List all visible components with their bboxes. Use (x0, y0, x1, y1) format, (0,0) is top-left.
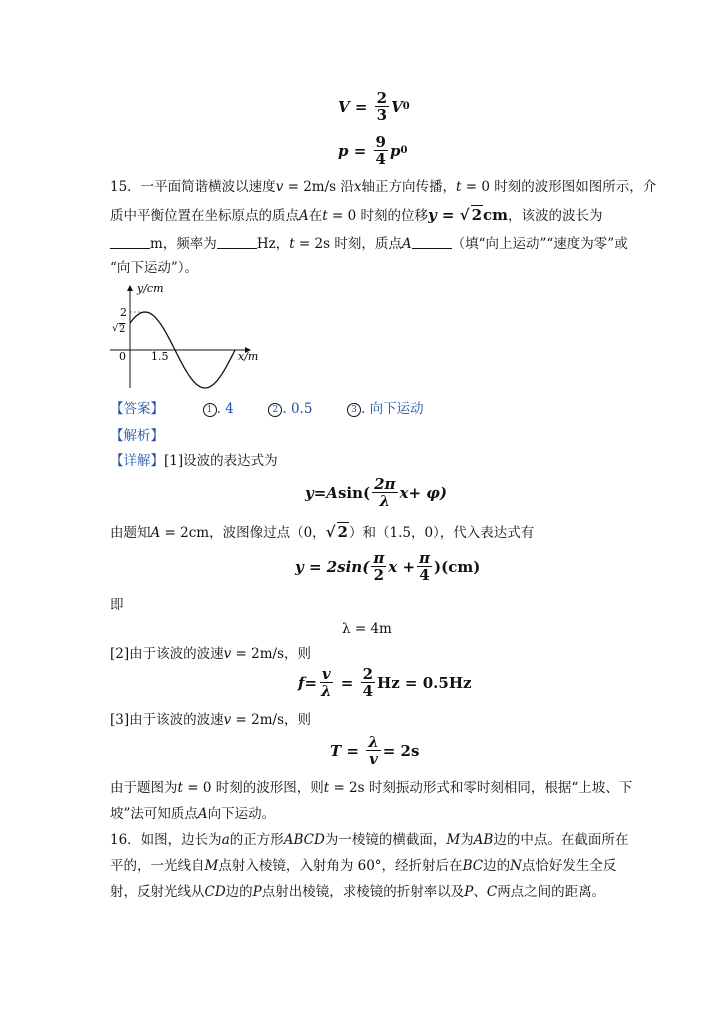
blank-motion[interactable] (412, 236, 452, 249)
q15-line-1: 15．一平面简谐横波以速度v = 2m/s 沿x轴正方向传播，t = 0 时刻的波形图如图所示，介 (110, 179, 657, 195)
q16-line-2: 平的，一光线自M点射入棱镜，入射角为 60°，经折射后在BC边的N点恰好发生全反 (110, 858, 617, 874)
q15-line-4: “向下运动”）。 (110, 260, 199, 276)
detail-line-5: [3]由于该波的波速v = 2m/s，则 (110, 712, 312, 728)
equation-wave-specific: y = 2sin( $\frac{\pi}{2}$ x + $\frac{\pi}{4}$ )(cm) (295, 549, 481, 584)
equation-volume: V = $\frac{2}{3}$ V 0 (338, 89, 410, 124)
equation-wavelength: λ = 4m (342, 621, 392, 637)
q15-line-3: m，频率为 Hz，t = 2s 时刻，质点A （填“向上运动”“速度为零”或 (110, 236, 628, 252)
answer-label: 【答案】 (110, 401, 164, 417)
q16-line-3: 射，反射光线从CD边的P点射出棱镜，求棱镜的折射率以及P、C两点之间的距离。 (110, 884, 606, 900)
origin-label: 0 (119, 350, 126, 363)
q15-line-2: 质中平衡位置在坐标原点的质点A在t = 0 时刻的位移y = √ 2cm，该波的波长为 (110, 206, 603, 224)
detail-line-3: 即 (110, 597, 124, 613)
detail-line-4: [2]由于该波的波速v = 2m/s，则 (110, 646, 312, 662)
equation-period: T = $\frac{\lambda}{v}$ = 2s (330, 733, 420, 768)
sqrt-symbol: √ (112, 323, 119, 334)
blank-frequency[interactable] (217, 236, 257, 249)
q16-line-1: 16．如图，边长为a的正方形ABCD为一棱镜的横截面，M为AB边的中点。在截面所在 (110, 832, 629, 848)
eq-p-fraction: $\frac{9}{4}$ (375, 133, 386, 168)
detail-line-1: 【详解】[1]设波的表达式为 (110, 453, 278, 469)
equation-frequency: f = $\frac{v}{\lambda}$ = $\frac{2}{4}$ Hz = 0.5Hz (298, 665, 472, 700)
eq-p-lhs: p (338, 141, 349, 160)
tick-1-5: 1.5 (151, 350, 169, 363)
eq-v-lhs: V (338, 97, 350, 116)
tick-sqrt2: 2 (119, 324, 126, 335)
equation-pressure: p = $\frac{9}{4}$ p 0 (338, 133, 408, 168)
detail-line-2: 由题知A = 2cm，波图像过点（0，√ 2）和（1.5，0），代入表达式有 (110, 523, 535, 541)
detail-line-6: 由于题图为t = 0 时刻的波形图，则t = 2s 时刻振动形式和零时刻相同，根据“上坡、下 (110, 780, 633, 796)
analysis-label: 【解析】 (110, 428, 164, 444)
equation-wave-general: y = A sin( $\frac{2\pi}{\lambda}$ x + φ) (305, 475, 447, 510)
y-axis-label: y/cm (137, 282, 164, 295)
wave-graph (105, 280, 265, 390)
x-axis-label: x/m (238, 350, 259, 363)
detail-line-7: 坡”法可知质点A向下运动。 (110, 806, 276, 822)
blank-wavelength[interactable] (110, 236, 150, 249)
eq-v-fraction: $\frac{2}{3}$ (376, 89, 388, 124)
answer-line: 【答案】 1 . 4 2 . 0.5 3 . 向下运动 (110, 401, 424, 417)
tick-2: 2 (120, 306, 127, 319)
